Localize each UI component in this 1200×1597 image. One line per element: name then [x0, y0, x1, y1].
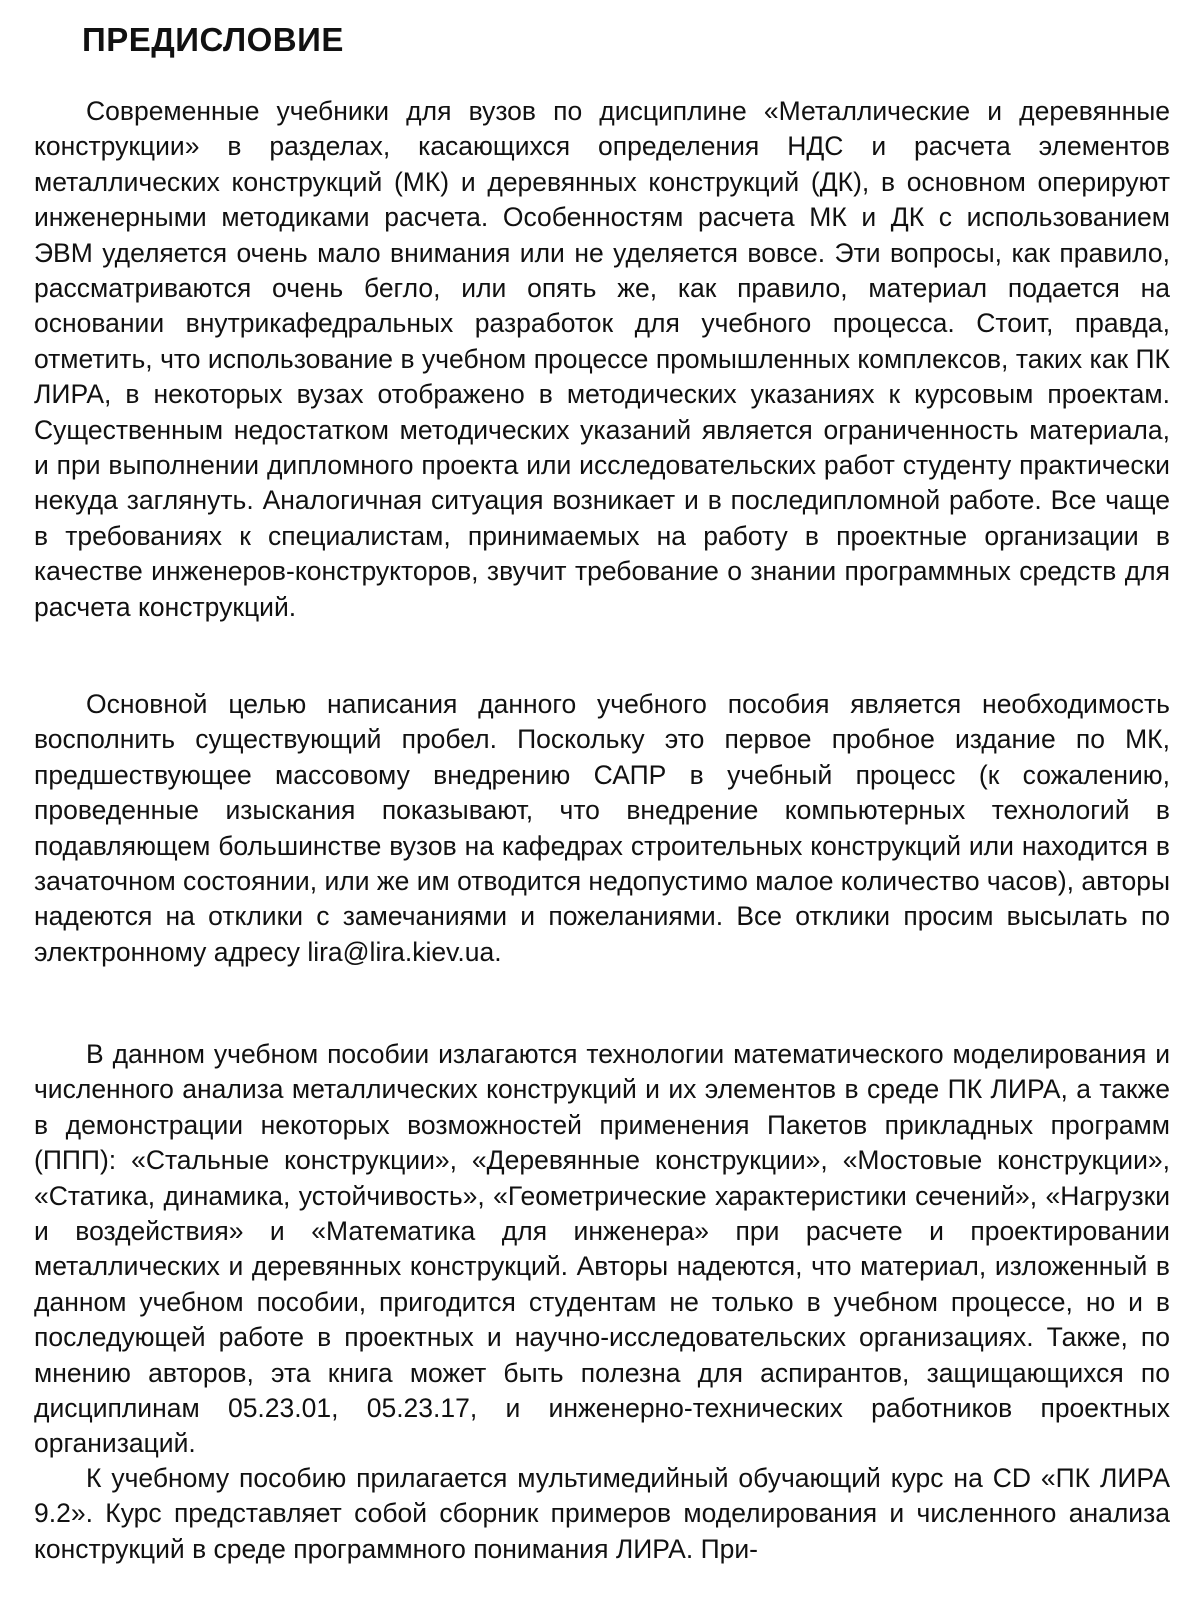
page-title: ПРЕДИСЛОВИЕ — [82, 21, 344, 58]
paragraph-content: В данном учебном пособии излагаются технологии математического моделирования и численного анализа металлических конструкций и их элементов в среде ПК ЛИРА, а также в демонстрации некоторых возможностей применения Пакетов прикладных программ (ППП): «Стальные конструкции», «Деревянные конструкции», «Мостовые конструкции», «Статика, динамика, устойчивость», «Геометрические характеристики сечений», «Нагрузки и воздействия» и «Математика для инженера» при расчете и проектировании металлических и деревянных конструкций. Авторы надеются, что материал, изложенный в данном учебном пособии, пригодится студентам не только в учебном процессе, но и в последующей работе в проектных и научно-исследовательских организациях. Также, по мнению авторов, эта книга может быть полезна для аспирантов, защищающихся по дисциплинам 05.23.01, 05.23.17, и инженерно-технических работников проектных организаций. — [34, 1039, 1170, 1459]
paragraph-goal: Основной целью написания данного учебного пособия является необходимость восполнить существующий пробел. Поскольку это первое пробное издание по МК, предшествующее массовому внедрению САПР в учебный процесс (к сожалению, проведенные изыскания показывают, что внедрение компьютерных технологий в подавляющем большинстве вузов на кафедрах строительных конструкций или находится в зачаточном состоянии, или же им отводится недопустимо малое количество часов), авторы надеются на отклики с замечаниями и пожеланиями. Все отклики просим высылать по электронному адресу lira@lira.kiev.ua. — [34, 689, 1170, 967]
paragraph-cd-course: К учебному пособию прилагается мультимедийный обучающий курс на CD «ПК ЛИРА 9.2». Курс представляет собой сборник примеров моделирования и численного анализа конструкций в среде программного понимания ЛИРА. При- — [34, 1463, 1170, 1564]
paragraph-intro: Современные учебники для вузов по дисциплине «Металлические и деревянные конструкции» в разделах, касающихся определения НДС и расчета элементов металлических конструкций (МК) и деревянных конструкций (ДК), в основном оперируют инженерными методиками расчета. Особенностям расчета МК и ДК с использованием ЭВМ уделяется очень мало внимания или не уделяется вовсе. Эти вопросы, как правило, рассматриваются очень бегло, или опять же, как правило, материал подается на основании внутрикафедральных разработок для учебного процесса. Стоит, правда, отметить, что использование в учебном процессе промышленных комплексов, таких как ПК ЛИРА, в некоторых вузах отображено в методических указаниях к курсовым проектам. Существенным недостатком методических указаний является ограниченность материала, и при выполнении дипломного проекта или исследовательских работ студенту практически некуда заглянуть. Аналогичная ситуация возникает и в последипломной работе. Все чаще в требованиях к специалистам, принимаемых на работу в проектные организации в качестве инженеров-конструкторов, звучит требование о знании программных средств для расчета конструкций. — [34, 96, 1170, 622]
